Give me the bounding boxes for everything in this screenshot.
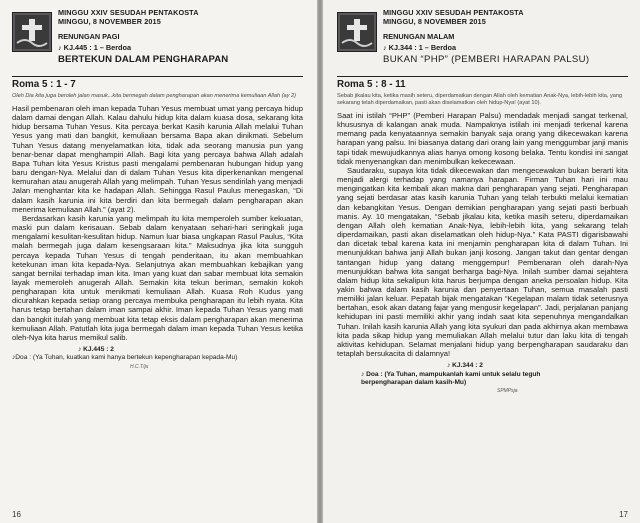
author-signature: SPMPsja [497, 388, 518, 395]
header-divider [337, 76, 628, 77]
author-signature: H.C.T/ju [130, 363, 149, 370]
body-paragraph: Saat ini istilah “PHP” (Pemberi Harapan Palsu) mendadak menjadi sangat terkenal, khususnya di kalangan anak muda. Nampaknya istilah ini menjadi terkenal karena memang pada kenyataannya semakin banyak saja orang yang dikecewakan karena harapan yang palsu. Ini biasanya datang dari orang lain yang menggumbar janji manis tapi tidak mewujudkannya alias hanya omong kosong belaka. Tentu kondisi ini sangat tidak menyenangkan dan menimbulkan kekecewaan. [337, 111, 628, 166]
right-page [323, 0, 640, 523]
header-week: MINGGU XXIV SESUDAH PENTAKOSTA [383, 8, 524, 17]
devotion-title: BERTEKUN DALAM PENGHARAPAN [58, 54, 229, 65]
opening-song: ♪ KJ.445 : 1 – Berdoa [58, 43, 132, 52]
body-paragraph: Berdasarkan kasih karunia yang melimpah itu kita memperoleh sumber kekuatan, maski pun dalam kerisauan. Sebab dalam kenyataan sehari-hari seringkali juga mengalami kesulitan-kesulitan hidup. Namun luar biasa ungkapan Rasul Paulus, “Kita malah bermegah juga dalam kesengsaraan kita.” Maksudnya jika kita sungguh percaya kepada Tuhan Yesus di tengah penderitaan, itu akan membuahkan ketekunan iman kita kepada-Nya. Selanjutnya akan membuahkan kebajikan yang sangat bernilai terhadap iman kita. Iman yang kuat dan sabar membuat kita semakin layak memeroleh anugerah Allah. Semakin kita tekun beriman, semakin kokoh pengharapan kita untuk menikmati kemuliaan Allah. Kuasa Roh Kudus yang dicurahkan kepada setiap orang percaya membuka pengharapan itu lebih nyata. Kita harus tetap bertahan dalam iman sampai akhir. Iman kepada Tuhan Yesus yang mati dan bangkit itulah yang membuat kita tetap eksis dalam pengharapan akan menerima kemuliaan Allah. Patutlah kita juga bermegah dalam iman kepada Tuhan Yesus ketika oleh-Nya kita harus memikul salib. [12, 213, 303, 342]
header-week: MINGGU XXIV SESUDAH PENTAKOSTA [58, 8, 199, 17]
scripture-excerpt: Sebab jikalau kita, ketika masih seteru, diperdamaikan dengan Allah oleh kematian Anak-Nya, lebih-lebih kita, yang sekarang telah diperdamaikan, pasti akan diselamatkan oleh hidup-Nya! (ayat 10). [337, 93, 623, 106]
closing-section [12, 346, 303, 371]
page-number: 17 [619, 510, 628, 519]
church-logo-icon [12, 12, 52, 52]
closing-prayer-line1: ♪ Doa : (Ya Tuhan, mampukanlah kami untuk selalu teguh [361, 370, 541, 378]
closing-section [337, 362, 628, 396]
scripture-reference: Roma 5 : 8 - 11 [337, 79, 406, 90]
scripture-reference: Roma 5 : 1 - 7 [12, 79, 76, 90]
body-paragraph: Hasil pembenaran oleh iman kepada Tuhan Yesus membuat umat yang percaya hidup dalam damai dengan Allah. Kalau dahulu hidup kita dalam kuasa dosa, sekarang kita hidup bersama Tuhan Yesus. Kita percaya berkat Kasih karunia Allah melalui Tuhan Yesus yang mati dan bangkit, kemuliaan bersama Bapa akan dinikmati. Sebelum Tuhan Yesus datang menyelamatkan kita, tidak ada seorang manusia pun yang benar-benar dapat menghampiri Allah. Bagi kita yang percaya bahwa Allah adalah Bapa Tuhan kita Yesus Kristus pasti mengalami pembenaran hubungan hidup yang baru dengan-Nya. Melalui dan di dalam Tuhan Yesus kita diperkenankan mengenal kemurahan atau anugerah Allah yang melimpah. Tuhan Yesus sendirilah yang menjadi Jalan menghantar kita ke hadapan Allah. Sehingga Rasul Paulus menegaskan, “Di dalam kasih karunia ini kita berdiri dan kita bermegah dalam pengharapan akan menerima kemuliaan Allah.” (ayat 2). [12, 104, 303, 214]
closing-song: ♪ KJ.344 : 2 [447, 362, 483, 370]
closing-prayer-line2: berpengharapan dalam kasih-Mu) [361, 379, 467, 387]
page-header [337, 6, 628, 76]
page-header [12, 6, 303, 76]
page-number: 16 [12, 510, 21, 519]
opening-song: ♪ KJ.344 : 1 – Berdoa [383, 43, 457, 52]
left-page [0, 0, 317, 523]
header-date: MINGGU, 8 NOVEMBER 2015 [58, 17, 161, 26]
closing-prayer: ♪Doa : (Ya Tuhan, kuatkan kami hanya bertekun kepengharapan kepada-Mu) [12, 354, 238, 362]
devotion-body [12, 104, 303, 342]
devotion-title: BUKAN “PHP” (PEMBERI HARAPAN PALSU) [383, 54, 590, 65]
service-label: RENUNGAN MALAM [383, 32, 455, 41]
header-divider [12, 76, 303, 77]
body-paragraph: Saudaraku, supaya kita tidak dikecewakan dan mengecewakan bukan berarti kita menjadi alergi terhadap yang namanya harapan. Firman Tuhan hari ini mau mengingatkan kita kembali akan makna dari pengharapan yang sejati. Pengharapan yang sejati berdasar atas kasih karunia Tuhan yang telah terbukti melalui kematian dan kebangkitan Yesus. Dengan demikian pengharapan yang sejati pasti berbuah manis. Ay. 10 mengatakan, “Sebab jikalau kita, ketika masih seteru, diperdamaikan dengan Allah oleh kematian Anak-Nya, lebih-lebih kita, yang sekarang telah diperdamaikan, pasti akan diselamatkan oleh hidup-Nya.” Kata PASTI digarisbawahi dan dicetak tebal karena kata ini menjamin pengharapan kita di dalam Tuhan. Ini menunjukkan bahwa janji Allah bukan janji kosong. Jangan takut dan gentar dengan tantangan hidup yang datang menggempur! Pembenaran oleh darah-Nya menunjukkan bahwa kita sangat berharga bagi-Nya. Inilah sumber damai sejahtera dalam hidup kita sekalipun kita harus berjumpa dengan aneka persoalan hidup. Kita yakin bahwa dalam kasih karunia dan penyertaan Tuhan, semua masalah pasti memiliki jalan keluar. Pepatah bijak mengatakan “Kegelapan malam tidak seterusnya bertahan, esok akan datang fajar yang mengusir kegelapan”. Jadi, perjalanan panjang kehidupan ini pasti memiliki akhir yang indah saat kita sepenuhnya mengandalkan Tuhan. Inilah kasih karunia Allah yang kita syukuri dan pada akhirnya akan membawa kita pada sikap hidup yang memuliakan Allah melalui tutur dan laku kita di tengah aktivitas kehidupan. Selamat menjalani hidup yang berpengharapan saudaraku dan tetaplah bersukacita di dalamnya! [337, 165, 628, 359]
devotion-body [337, 111, 628, 358]
closing-song: ♪ KJ.445 : 2 [78, 346, 114, 354]
service-label: RENUNGAN PAGI [58, 32, 120, 41]
church-logo-icon [337, 12, 377, 52]
scripture-excerpt: Oleh Dia kita juga beroleh jalan masuk...kita bermegah dalam pengharapan akan menerima kemuliaan Allah (ay 2) [12, 93, 296, 99]
header-date: MINGGU, 8 NOVEMBER 2015 [383, 17, 486, 26]
